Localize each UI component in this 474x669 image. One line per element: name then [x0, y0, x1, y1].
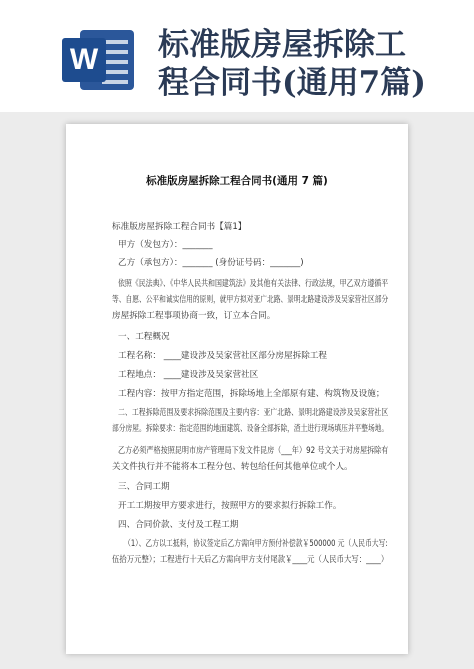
doc-line-paragraph: 关文件执行并不能将本工程分包、转包给任何其他单位或个人。 [112, 462, 353, 472]
doc-line-paragraph: 乙方必须严格按照昆明市房产管理局下发文件昆房（___年）92 号文关于对房屋拆除有 [118, 446, 389, 456]
doc-line-paragraph: 房屋拆除工程事项协商一致，订立本合同。 [112, 311, 276, 321]
doc-line-paragraph: 部分房屋。拆除要求：指定范围的地面建筑、设备全部拆除，渣土进行现场填压并平整场地。 [112, 424, 389, 434]
word-document-icon [62, 30, 134, 90]
word-icon-letter: W [62, 38, 106, 82]
doc-line-paragraph: 伍拾万元整）；工程进行十天后乙方需向甲方支付尾款￥____元（人民币大写：____） [112, 555, 389, 565]
doc-line-field: 工程地点： ____建设涉及吴家营社区 [118, 370, 259, 380]
doc-line-paragraph: 依照《民法典》、《中华人民共和国建筑法》及其他有关法律、行政法规，甲乙双方遵循平 [118, 279, 389, 289]
doc-line-party-b: 乙方（承包方）：_______ (身份证号码：_______) [118, 258, 304, 268]
header-title [158, 26, 468, 102]
doc-line-field: 工程内容：按甲方指定范围，拆除场地上全部原有建、构筑物及设施； [118, 389, 385, 399]
doc-line-section-heading: 标准版房屋拆除工程合同书【篇1】 [112, 222, 247, 232]
page-header [0, 0, 474, 110]
header-title-line-2: 程合同书(通用7篇) [158, 65, 426, 101]
doc-line-party-a: 甲方（发包方）：_______ [118, 240, 213, 250]
doc-line-paragraph: （1）、乙方以工抵料，协议签定后乙方需向甲方预付补偿款￥500000 元（人民币大写: [124, 539, 388, 549]
doc-line-paragraph: 等、自愿、公平和诚实信用的原则，就甲方拟对亚广北路、景明北路建设涉及吴家营社区部分 [112, 295, 389, 305]
doc-line-field: 工程名称： ____建设涉及吴家营社区部分房屋拆除工程 [118, 351, 327, 361]
doc-line-paragraph: 二、工程拆除范围及要求拆除范围及主要内容：亚广北路、景明北路建设涉及吴家营社区 [118, 408, 389, 418]
doc-line-paragraph: 开工工期按甲方要求进行，按照甲方的要求拟行拆除工作。 [118, 501, 342, 511]
doc-line-heading: 一、工程概况 [118, 332, 170, 342]
doc-line-heading: 四、合同价款、支付及工程工期 [118, 520, 239, 530]
document-page [66, 124, 408, 654]
doc-line-heading: 三、合同工期 [118, 482, 170, 492]
document-title: 标准版房屋拆除工程合同书(通用 7 篇) [146, 175, 328, 187]
header-title-line-1: 标准版房屋拆除工 [158, 27, 406, 63]
